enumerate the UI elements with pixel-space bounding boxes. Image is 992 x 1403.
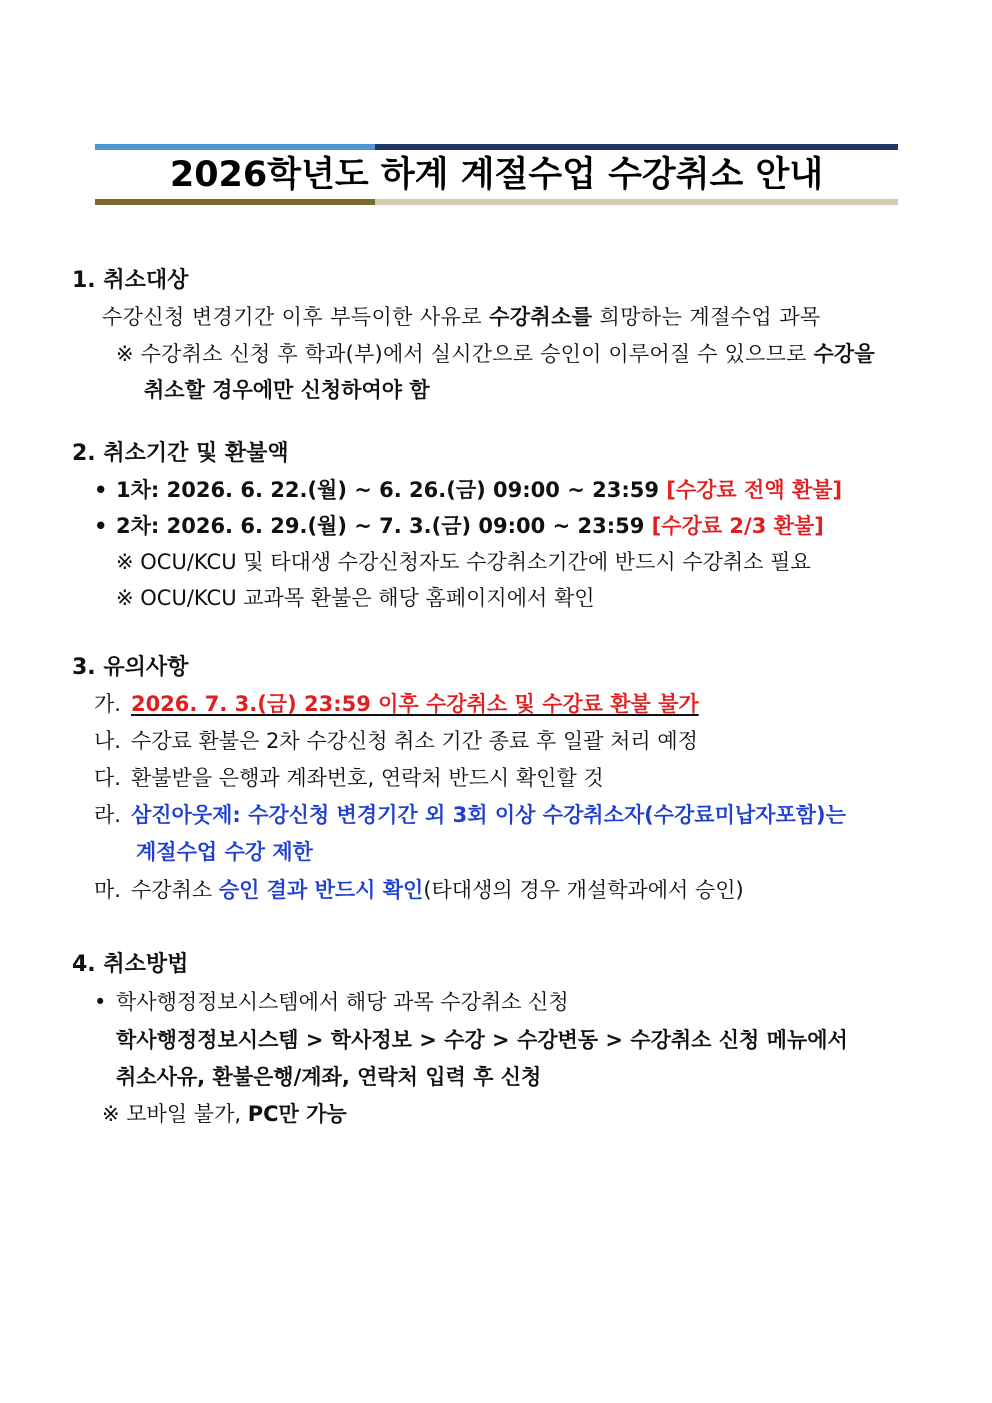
section-1-heading: 1. 취소대상 <box>72 268 189 293</box>
section-1-target: 수강신청 변경기간 이후 부득이한 사유로 수강취소를 희망하는 계절수업 과목 <box>102 305 821 329</box>
notice-da: 다. 환불받을 은행과 계좌번호, 연락처 반드시 확인할 것 <box>94 766 604 790</box>
section-3-heading: 3. 유의사항 <box>72 655 189 680</box>
notice-ra-cont: 계절수업 수강 제한 <box>136 840 313 864</box>
notice-ma: 마. 수강취소 승인 결과 반드시 확인(타대생의 경우 개설학과에서 승인) <box>94 878 744 902</box>
section-1-note: ※ 수강취소 신청 후 학과(부)에서 실시간으로 승인이 이루어질 수 있으므로 수강을 <box>116 342 875 366</box>
section-2-note-1: ※ OCU/KCU 및 타대생 수강신청자도 수강취소기간에 반드시 수강취소 필요 <box>116 550 811 574</box>
section-2-note-2: ※ OCU/KCU 교과목 환불은 해당 홈페이지에서 확인 <box>116 586 595 610</box>
refund-period-2: • 2차: 2026. 6. 29.(월) ~ 7. 3.(금) 09:00 ~ 23:59 [수강료 2/3 환불] <box>94 514 824 538</box>
method-menu-path: 학사행정정보시스템 > 학사정보 > 수강 > 수강변동 > 수강취소 신청 메뉴에서 <box>116 1028 848 1052</box>
method-note: ※ 모바일 불가, PC만 가능 <box>102 1102 347 1126</box>
method-menu-path-cont: 취소사유, 환불은행/계좌, 연락처 입력 후 신청 <box>116 1065 542 1089</box>
title-top-rule <box>95 144 898 150</box>
refund-period-1: • 1차: 2026. 6. 22.(월) ~ 6. 26.(금) 09:00 ~ 23:59 [수강료 전액 환불] <box>94 478 843 502</box>
section-2-heading: 2. 취소기간 및 환불액 <box>72 441 289 466</box>
page-title: 2026학년도 하계 계절수업 수강취소 안내 <box>169 155 824 195</box>
notice-ra: 라. 삼진아웃제: 수강신청 변경기간 외 3회 이상 수강취소자(수강료미납자포함)는 <box>94 803 846 827</box>
notice-na: 나. 수강료 환불은 2차 수강신청 취소 기간 종료 후 일괄 처리 예정 <box>94 729 698 753</box>
section-4-heading: 4. 취소방법 <box>72 952 189 977</box>
notice-ga: 가. 2026. 7. 3.(금) 23:59 이후 수강취소 및 수강료 환불 불가 <box>94 692 699 716</box>
title-bottom-rule <box>95 199 898 205</box>
method-line-1: • 학사행정정보시스템에서 해당 과목 수강취소 신청 <box>94 990 569 1014</box>
section-1-note-cont: 취소할 경우에만 신청하여야 함 <box>144 378 430 402</box>
